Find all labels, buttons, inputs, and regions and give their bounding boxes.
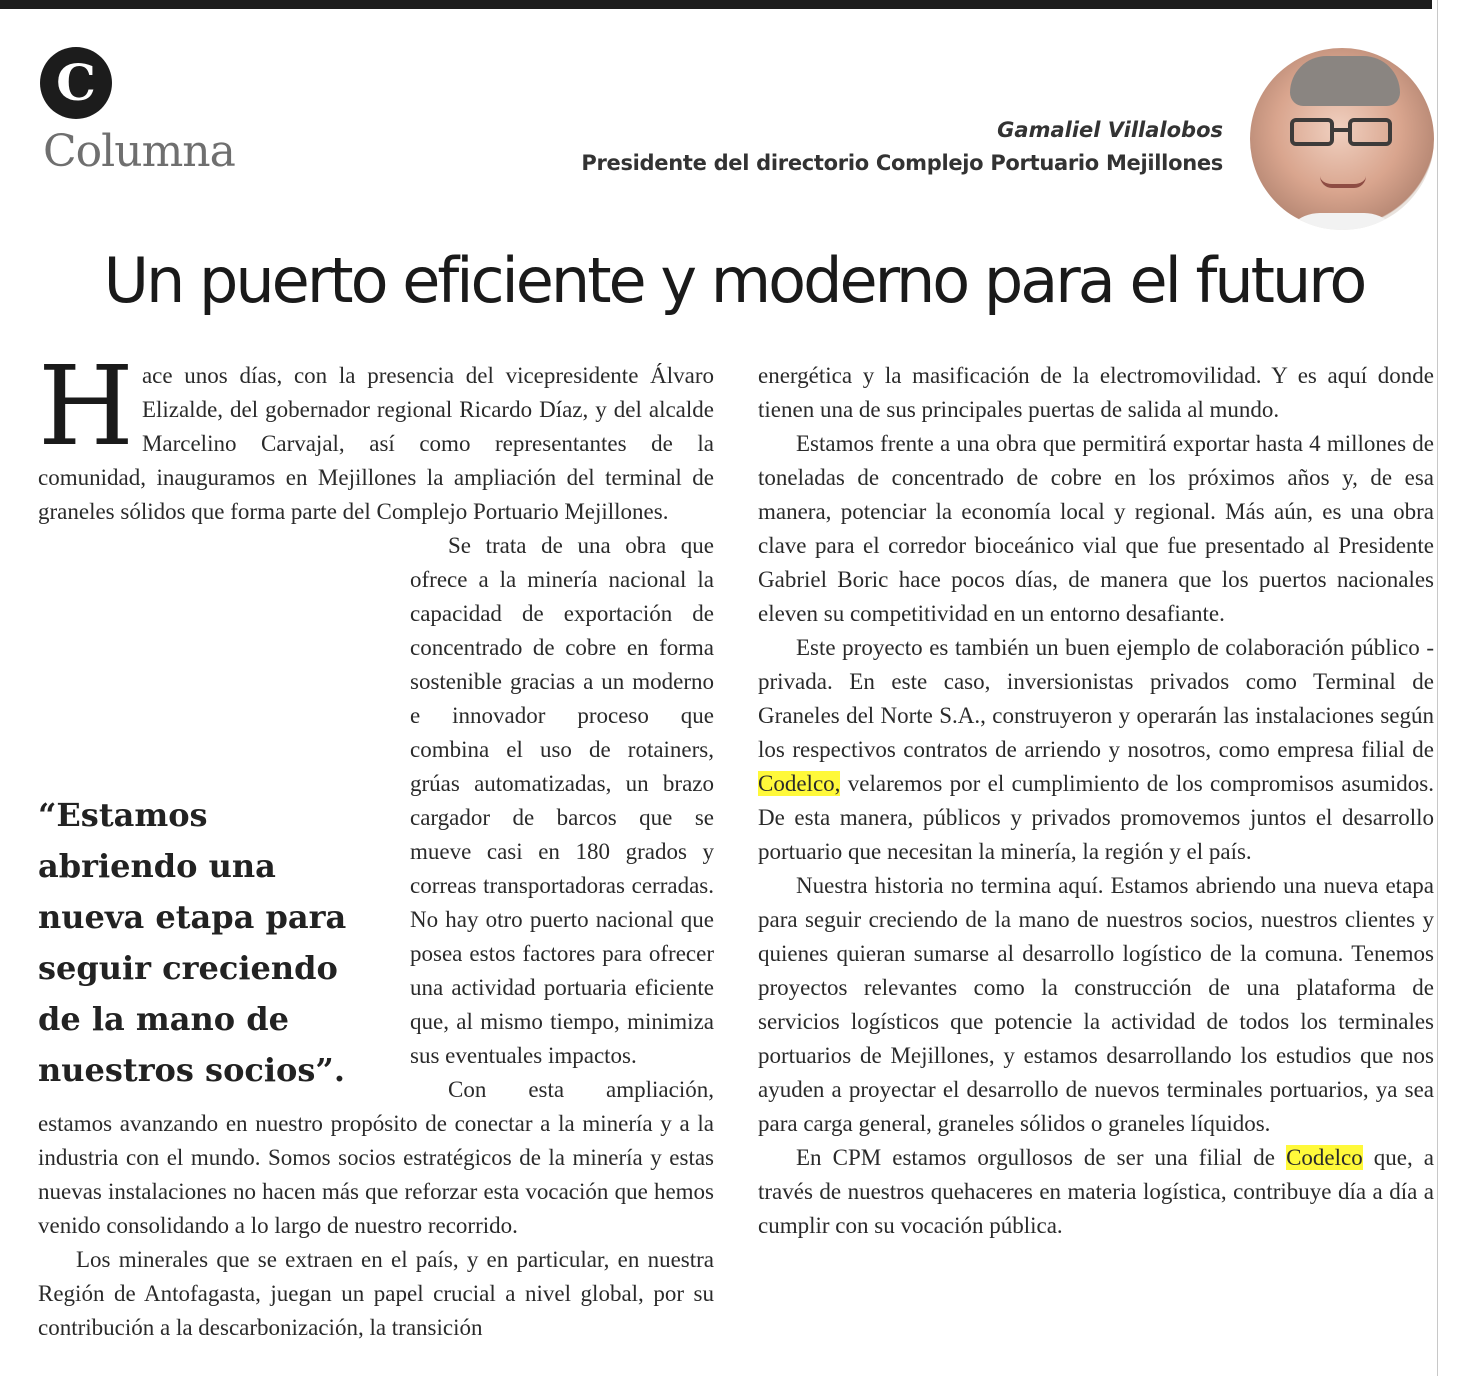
- paragraph-text: Se trata de una obra que ofrece a la minería nacional la capacidad de exportación de concentrado de cobre en forma sostenible gracias a un moderno e innovador proceso que combina el uso de rotainers, grúas automatizadas, un brazo cargador de barcos que se mueve casi en 180 grados y correas transportadoras cerradas. No hay otro puerto nacional que posea estos factores para ofrecer una actividad portuaria eficiente que, al mismo tiempo, minimiza sus eventuales impactos.: [410, 533, 714, 1068]
- byline: [581, 118, 1223, 175]
- section-label: Columna: [43, 126, 235, 177]
- article-paragraph: [758, 631, 1434, 869]
- author-name: Gamaliel Villalobos: [997, 118, 1223, 142]
- paragraph-text: Los minerales que se extraen en el país, y en particular, en nuestra Región de Antofagasta, juegan un papel crucial a nivel global, por su contribución a la descarbonización, la transición: [38, 1247, 714, 1340]
- drop-cap: H: [38, 342, 134, 470]
- paragraph-text: En CPM estamos orgullosos de ser una filial de: [796, 1145, 1287, 1170]
- section-badge: C: [40, 47, 112, 119]
- pull-quote: “Estamos abriendo una nueva etapa para seguir creciendo de la mano de nuestros socios”.: [38, 790, 378, 1096]
- headline: Un puerto eficiente y moderno para el futuro: [103, 244, 1365, 317]
- article-paragraph: [38, 1243, 714, 1345]
- paragraph-text: Con esta ampliación, estamos avanzando en nuestro propósito de conectar a la minería y a la industria con el mundo. Somos socios estratégicos de la minería y estas nuevas instalaciones no hacen más que reforzar esta vocación que hemos venido consolidando a lo largo de nuestro recorrido.: [38, 1077, 714, 1238]
- article-column-right: [758, 359, 1434, 1243]
- paragraph-text: que, a través de nuestros quehaceres en materia logística, contribuye día a día a cumplir con su vocación pública.: [758, 1145, 1435, 1238]
- article-paragraph: [758, 359, 1434, 427]
- paragraph-text: Este proyecto es también un buen ejemplo de colaboración público - privada. En este caso, inversionistas privados como Terminal de Graneles del Norte S.A., construyeron y operarán las instalaciones según los respectivos contratos de arriendo y nosotros, como empresa filial de: [758, 635, 1434, 762]
- highlighted-term: Codelco,: [758, 771, 841, 796]
- paragraph-text: Estamos frente a una obra que permitirá exportar hasta 4 millones de toneladas de concentrado de cobre en los próximos años y, de esa manera, potenciar la economía local y regional. Más aún, es una obra clave para el corredor bioceánico vial que fue presentado al Presidente Gabriel Boric hace pocos días, de manera que los puertos nacionales eleven su competitividad en un entorno desafiante.: [758, 431, 1434, 626]
- portrait-hair: [1290, 56, 1400, 106]
- portrait-glasses-right: [1348, 118, 1392, 146]
- paragraph-text: energética y la masificación de la electromovilidad. Y es aquí donde tienen una de sus principales puertas de salida al mundo.: [758, 363, 1434, 422]
- article-paragraph: [758, 1141, 1434, 1243]
- paragraph-text: Nuestra historia no termina aquí. Estamos abriendo una nueva etapa para seguir creciendo de la mano de nuestros socios, nuestros clientes y quienes quieran sumarse al desarrollo logístico de la comuna. Tenemos proyectos relevantes como la construcción de una plataforma de servicios logísticos que potencie la actividad de todos los terminales portuarios de Mejillones, y estamos desarrollando los estudios que nos ayuden a proyectar el desarrollo de nuevos terminales portuarios, ya sea para carga general, graneles sólidos o graneles líquidos.: [758, 873, 1434, 1136]
- page-edge-rule: [1437, 0, 1438, 1376]
- portrait-smile: [1320, 176, 1366, 188]
- portrait-glasses-left: [1290, 118, 1334, 146]
- portrait-shirt: [1280, 213, 1404, 230]
- paragraph-text: ace unos días, con la presencia del vicepresidente Álvaro Elizalde, del gobernador regional Ricardo Díaz, y del alcalde Marcelino Carvajal, así como representantes de la comunidad, inauguramos en Mejillones la ampliación del terminal de graneles sólidos que forma parte del Complejo Portuario Mejillones.: [38, 363, 714, 524]
- article-paragraph: [38, 342, 714, 529]
- article-paragraph: [758, 869, 1434, 1141]
- author-portrait: [1250, 48, 1434, 230]
- author-role: Presidente del directorio Complejo Portuario Mejillones: [581, 151, 1223, 175]
- top-border: [0, 0, 1432, 9]
- highlighted-term: Codelco: [1286, 1145, 1363, 1170]
- article-paragraph: [758, 427, 1434, 631]
- paragraph-text: velaremos por el cumplimiento de los compromisos asumidos. De esta manera, públicos y privados promovemos juntos el desarrollo portuario que necesitan la minería, la región y el país.: [758, 771, 1434, 864]
